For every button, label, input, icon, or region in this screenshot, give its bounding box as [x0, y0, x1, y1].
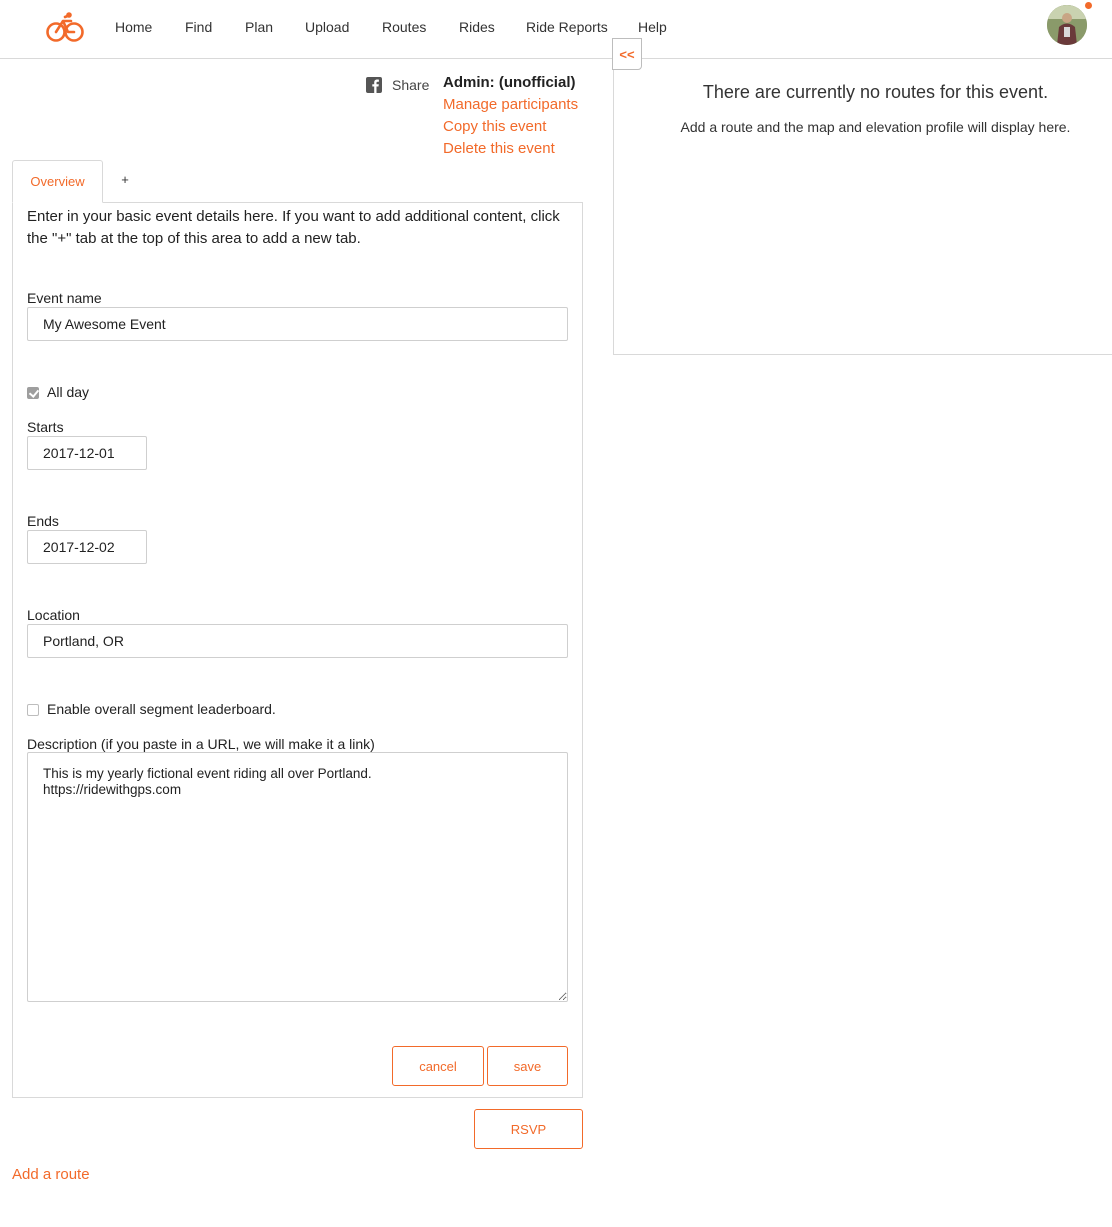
share-label: Share [392, 77, 430, 93]
all-day-checkbox[interactable] [27, 387, 39, 399]
facebook-icon [366, 77, 382, 93]
save-button[interactable]: save [487, 1046, 568, 1086]
location-input[interactable] [27, 624, 568, 658]
manage-participants-link[interactable]: Manage participants [443, 96, 579, 113]
delete-event-link[interactable]: Delete this event [443, 140, 555, 157]
nav-item-ride-reports[interactable]: Ride Reports [526, 19, 608, 35]
add-route-link[interactable]: Add a route [12, 1166, 90, 1183]
description-textarea[interactable] [27, 752, 568, 1002]
rsvp-button[interactable]: RSVP [474, 1109, 583, 1149]
user-avatar[interactable] [1047, 5, 1087, 45]
no-routes-hint: Add a route and the map and elevation profile will display here. [680, 119, 1071, 135]
cancel-button[interactable]: cancel [392, 1046, 484, 1086]
top-navbar [0, 0, 1112, 59]
ends-label: Ends [27, 513, 59, 529]
collapse-panel-button[interactable]: << [612, 38, 642, 70]
nav-item-plan[interactable]: Plan [245, 19, 274, 35]
event-name-input[interactable] [27, 307, 568, 341]
ends-date-input[interactable] [27, 530, 147, 564]
share-button[interactable] [366, 76, 429, 94]
nav-item-routes[interactable]: Routes [382, 19, 427, 35]
avatar-photo-icon [1047, 5, 1087, 45]
admin-title: Admin: (unofficial) [443, 74, 576, 91]
no-routes-message: There are currently no routes for this event. [702, 82, 1049, 102]
starts-date-input[interactable] [27, 436, 147, 470]
form-intro-text: Enter in your basic event details here. If you want to add additional content, click the "+" tab at the top of this area to add a new tab. [27, 208, 560, 247]
leaderboard-label: Enable overall segment leaderboard. [47, 701, 276, 717]
copy-event-link[interactable]: Copy this event [443, 118, 547, 135]
starts-label: Starts [27, 419, 64, 435]
location-label: Location [27, 607, 80, 623]
nav-item-find[interactable]: Find [185, 19, 213, 35]
add-tab-button[interactable]: + [121, 172, 129, 187]
leaderboard-checkbox[interactable] [27, 704, 39, 716]
nav-item-rides[interactable]: Rides [459, 19, 495, 35]
event-name-label: Event name [27, 290, 102, 306]
cyclist-logo-icon[interactable] [44, 10, 86, 44]
nav-item-help[interactable]: Help [638, 19, 667, 35]
description-label: Description (if you paste in a URL, we will make it a link) [27, 736, 375, 752]
all-day-label: All day [47, 384, 90, 400]
tab-overview[interactable]: Overview [12, 160, 103, 203]
route-map-panel [613, 59, 1112, 355]
notification-dot [1085, 2, 1092, 9]
nav-item-upload[interactable]: Upload [305, 19, 350, 35]
nav-item-home[interactable]: Home [115, 19, 153, 35]
